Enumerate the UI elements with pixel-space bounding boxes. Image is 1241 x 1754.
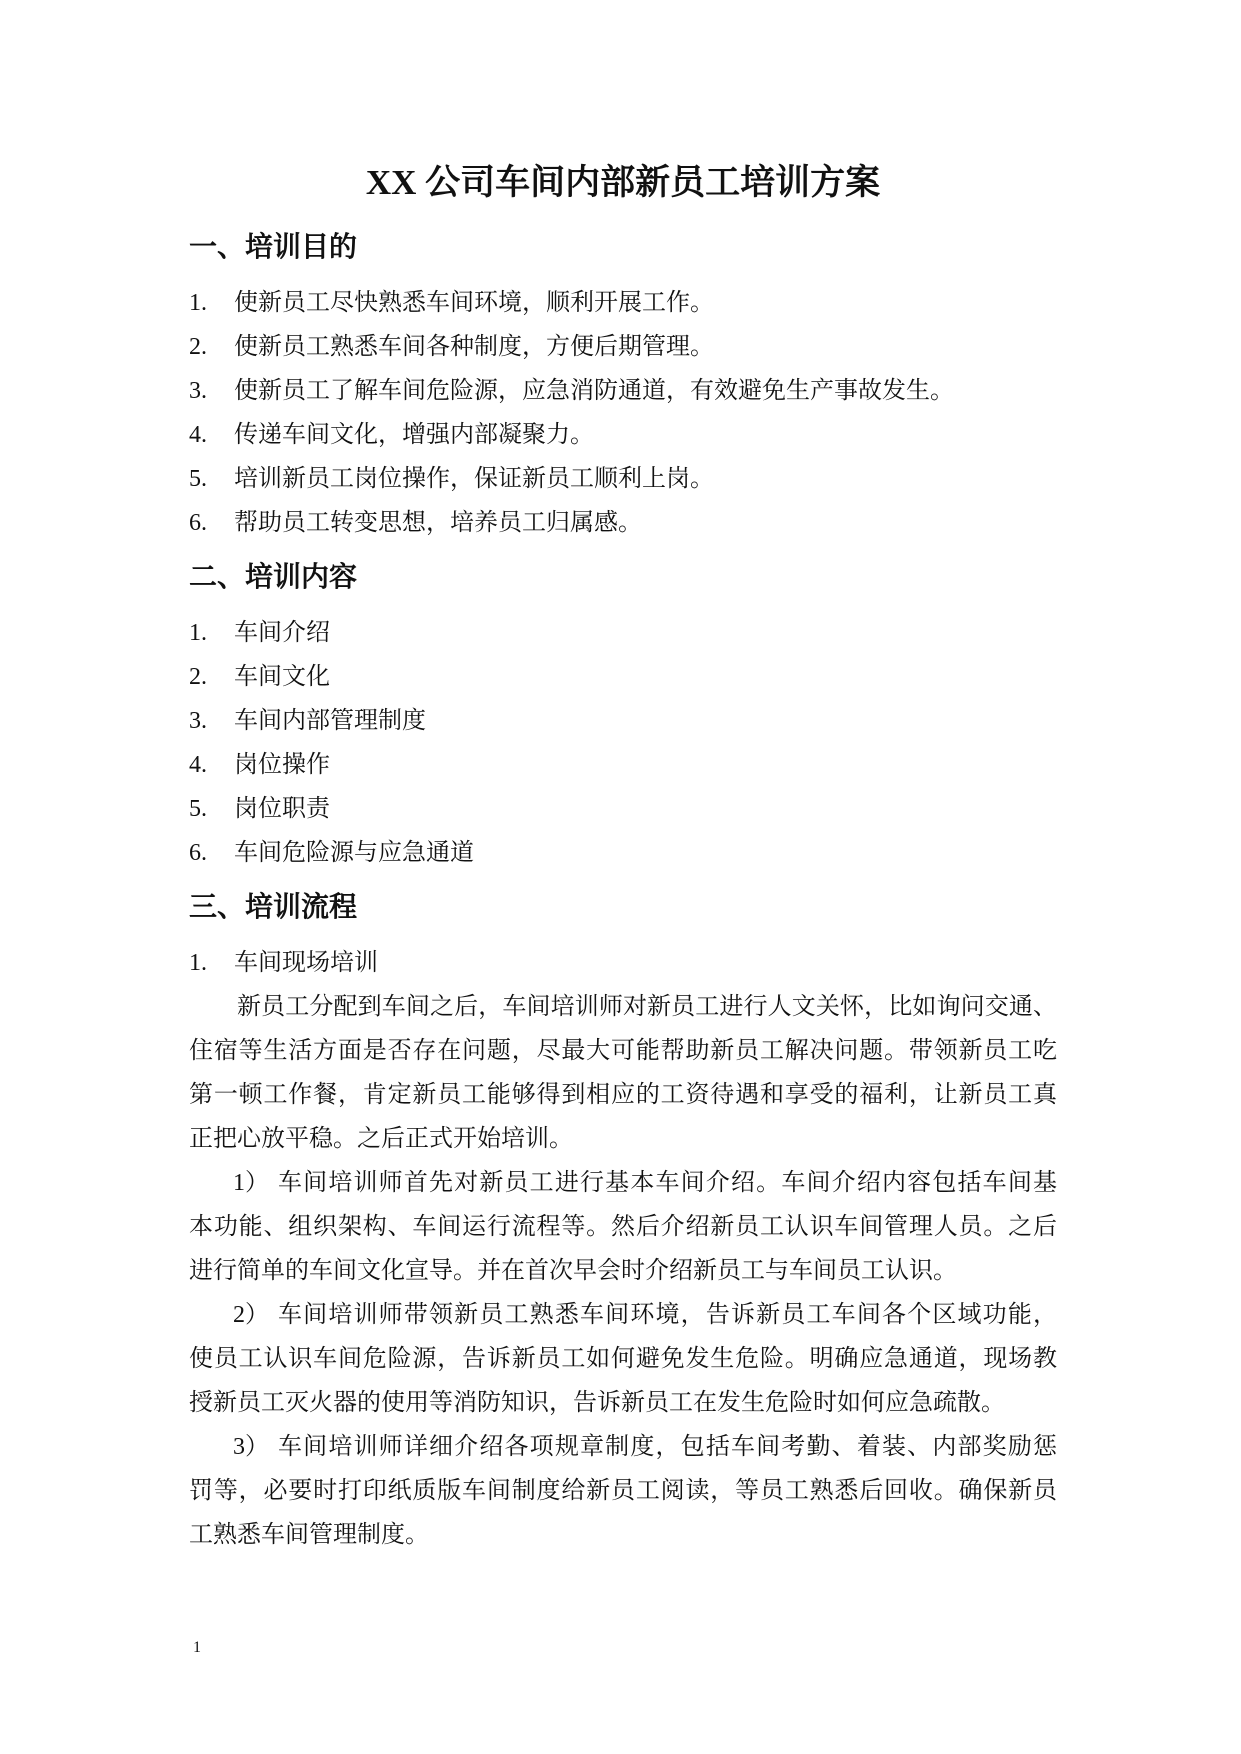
document-body [189, 158, 1057, 1557]
step-intro-paragraph [189, 985, 1057, 1161]
sub-item [189, 1161, 1057, 1293]
list-item-text: 帮助员工转变思想，培养员工归属感。 [234, 510, 642, 536]
list-item [189, 655, 1057, 699]
section-heading-process: 三、培训流程 [189, 892, 358, 923]
list-item-number: 1. [189, 620, 207, 646]
sub-item-line: 车间培训师详细介绍各项规章制度，包括车间考勤、着装、内部奖励惩 [278, 1434, 1057, 1460]
list-item [189, 743, 1057, 787]
list-item [189, 787, 1057, 831]
section-heading-objectives: 一、培训目的 [189, 232, 358, 263]
list-item-number: 3. [189, 378, 207, 404]
list-item-text: 使新员工尽快熟悉车间环境，顺利开展工作。 [234, 290, 714, 316]
list-item-text: 车间危险源与应急通道 [234, 840, 474, 866]
list-item-number: 2. [189, 334, 207, 360]
page-number: 1 [193, 1639, 201, 1656]
list-item [189, 413, 1057, 457]
list-item [189, 457, 1057, 501]
sub-item-line: 工熟悉车间管理制度。 [189, 1522, 429, 1548]
list-item-text: 车间介绍 [234, 620, 330, 646]
step-title [189, 941, 1057, 985]
list-item-text: 车间文化 [234, 664, 330, 690]
sub-item-line: 罚等，必要时打印纸质版车间制度给新员工阅读，等员工熟悉后回收。确保新员 [189, 1478, 1057, 1504]
sub-item-line: 授新员工灭火器的使用等消防知识，告诉新员工在发生危险时如何应急疏散。 [189, 1390, 1005, 1416]
list-item-text: 使新员工熟悉车间各种制度，方便后期管理。 [234, 334, 714, 360]
list-item-text: 岗位职责 [234, 796, 330, 822]
sub-item-first-line [189, 1161, 1057, 1205]
paragraph-line: 新员工分配到车间之后，车间培训师对新员工进行人文关怀，比如询问交通、 [237, 994, 1057, 1020]
sub-item-line: 车间培训师带领新员工熟悉车间环境，告诉新员工车间各个区域功能， [278, 1302, 1057, 1328]
list-item [189, 611, 1057, 655]
sub-item-marker: 3） [233, 1434, 269, 1460]
list-item [189, 831, 1057, 875]
paragraph-line: 第一顿工作餐，肯定新员工能够得到相应的工资待遇和享受的福利，让新员工真 [189, 1082, 1057, 1108]
sub-item [189, 1425, 1057, 1557]
sub-item-first-line [189, 1425, 1057, 1469]
list-item-number: 1. [189, 290, 207, 316]
sub-item-line: 进行简单的车间文化宣导。并在首次早会时介绍新员工与车间员工认识。 [189, 1258, 957, 1284]
list-item [189, 501, 1057, 545]
list-item [189, 281, 1057, 325]
sub-item-line: 本功能、组织架构、车间运行流程等。然后介绍新员工认识车间管理人员。之后 [189, 1214, 1057, 1240]
list-item-text: 培训新员工岗位操作，保证新员工顺利上岗。 [234, 466, 714, 492]
list-item-text: 使新员工了解车间危险源，应急消防通道，有效避免生产事故发生。 [234, 378, 954, 404]
sub-item-marker: 1） [233, 1170, 269, 1196]
list-item-text: 岗位操作 [234, 752, 330, 778]
sub-item-line: 车间培训师首先对新员工进行基本车间介绍。车间介绍内容包括车间基 [278, 1170, 1057, 1196]
sub-item-marker: 2） [233, 1302, 269, 1328]
list-item-number: 5. [189, 796, 207, 822]
sub-item-first-line [189, 1293, 1057, 1337]
list-item-text: 车间内部管理制度 [234, 708, 426, 734]
sub-item-line: 使员工认识车间危险源，告诉新员工如何避免发生危险。明确应急通道，现场教 [189, 1346, 1057, 1372]
document-title: XX 公司车间内部新员工培训方案 [365, 163, 881, 202]
list-item-number: 5. [189, 466, 207, 492]
list-item-number: 6. [189, 510, 207, 536]
paragraph-line: 正把心放平稳。之后正式开始培训。 [189, 1126, 573, 1152]
list-item [189, 369, 1057, 413]
step-text: 车间现场培训 [234, 950, 378, 976]
list-item [189, 325, 1057, 369]
list-item [189, 699, 1057, 743]
section-heading-content: 二、培训内容 [189, 562, 358, 593]
sub-item [189, 1293, 1057, 1425]
list-item-number: 4. [189, 422, 207, 448]
step-number: 1. [189, 950, 207, 976]
paragraph-line: 住宿等生活方面是否存在问题，尽最大可能帮助新员工解决问题。带领新员工吃 [189, 1038, 1057, 1064]
list-item-text: 传递车间文化，增强内部凝聚力。 [234, 422, 594, 448]
list-item-number: 2. [189, 664, 207, 690]
list-item-number: 6. [189, 840, 207, 866]
list-item-number: 4. [189, 752, 207, 778]
list-item-number: 3. [189, 708, 207, 734]
